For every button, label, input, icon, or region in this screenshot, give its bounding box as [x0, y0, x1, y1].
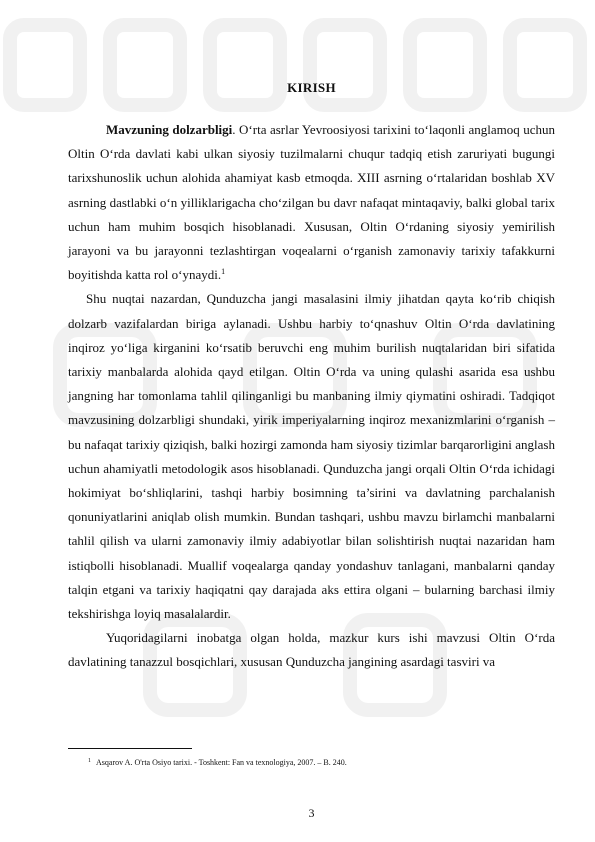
page-number: 3	[308, 806, 315, 820]
relevance-lead: Mavzuning dolzarbligi	[106, 122, 233, 137]
paragraph-conclusion: Yuqoridagilarni inobatga olgan holda, mazkur kurs ishi mavzusi Oltin O‘rda davlatining tanazzul bosqichlari, xususan Qunduzcha jangining asardagi tasviri va	[68, 630, 555, 670]
body-text	[68, 118, 555, 675]
footnote-reference[interactable]: 1	[221, 267, 226, 277]
footnote	[88, 757, 548, 768]
footnote-number: 1	[88, 758, 91, 764]
document-page	[68, 0, 555, 842]
paragraph-relevance	[68, 118, 555, 287]
relevance-text: . O‘rta asrlar Yevroosiyosi tarixini to‘laqonli anglamoq uchun Oltin O‘rda davlati kabi ulkan siyosiy tuzilmalarni chuqur tadqiq etish zaruriyati bugungi tarixshunoslik uchun alohida ahamiyat kasb etmoqda. XIII asrning o‘rtalaridan boshlab XV asrning dastlabki o‘n yilliklarigacha cho‘zilgan bu davr nafaqat mintaqaviy, balki global tarix uchun ham muhim bosqich hisoblanadi. Xususan, Oltin O‘rdaning siyosiy yemirilish jarayoni va bu jarayonni tezlashtirgan voqealarni o‘rganish zamonaviy tarixiy tafakkurni boyitishda katta rol o‘ynaydi.	[68, 122, 555, 283]
footnote-text: Asqarov A. O'rta Osiyo tarixi. - Toshkent: Fan va texnologiya, 2007. – B. 240.	[96, 758, 347, 767]
footnote-separator	[68, 748, 192, 749]
section-heading: KIRISH	[287, 80, 336, 95]
paragraph-battle: Shu nuqtai nazardan, Qunduzcha jangi masalasini ilmiy jihatdan qayta ko‘rib chiqish dolzarb vazifalardan biriga aylanadi. Ushbu harbiy to‘qnashuv Oltin O‘rda davlatining inqiroz yo‘liga kirganini ko‘rsatib beruvchi eng muhim burilish nuqtalaridan biri sifatida tarixiy manbalarda alohida qayd etilgan. Oltin O‘rda va uning qulashi asarida esa ushbu jangning har tomonlama tahlil qilinganligi bu manbaning ilmiy qiymatini oshiradi. Tadqiqot mavzusining dolzarbligi shundaki, yirik imperiyalarning inqiroz mexanizmlarini o‘rganish – bu nafaqat tarixiy qiziqish, balki hozirgi zamonda ham siyosiy tizimlar barqarorligini anglash uchun ahamiyatli metodologik asos hisoblanadi. Qunduzcha jangi orqali Oltin O‘rda ichidagi hokimiyat bo‘shliqlarini, tashqi harbiy bosimning ta’sirini va davlatning parchalanish qonuniyatlarini aniqlab olish mumkin. Bundan tashqari, ushbu mavzu birlamchi manbalarni tahlil qilish va ularni zamonaviy ilmiy adabiyotlar bilan solishtirish nuqtai nazaridan ham istiqbolli hisoblanadi. Muallif voqealarga qanday yondashuv tanlagani, manbalarni qanday talqin etgani va tarixiy haqiqatni qay darajada aks ettira olgani – bularning barchasi ilmiy tekshirishga loyiq masalalardir.	[68, 291, 555, 622]
